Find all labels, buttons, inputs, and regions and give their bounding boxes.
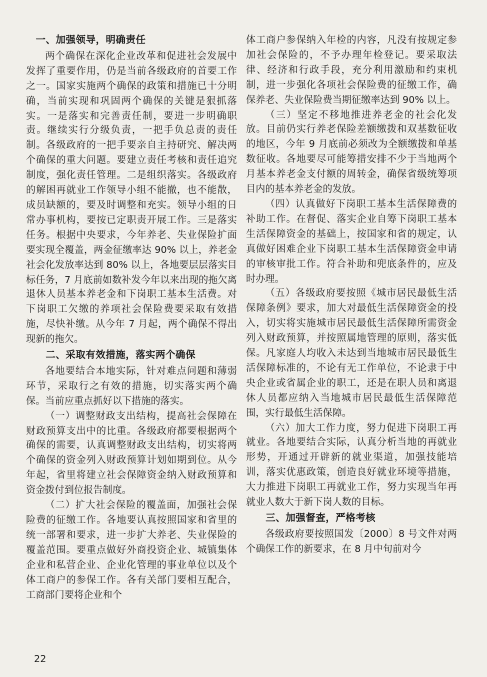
paragraph-measure-4: （四）认真做好下岗职工基本生活保障费的补助工作。在督促、落实企业自筹下岗职工基本生活保障资金的基础上，按国家和省的规定，认真做好困难企业下岗职工基本生活保障资金申请的审核审批工作。符合补助和兜底条件的，应及时办理。 bbox=[246, 198, 457, 285]
section-heading-3: 三、加强督查，严格考核 bbox=[265, 513, 376, 524]
page-number: 22 bbox=[34, 654, 47, 665]
paragraph-measure-5: （五）各级政府要按照《城市居民最低生活保障条例》要求，加大对最低生活保障资金的投入，切实将实施城市居民最低生活保障所需资金列入财政预算，并按照属地管理的原则，落实低保。凡家庭人均收入未达到当地城市居民最低生活保障标准的，不论有无工作单位，不论隶于中央企业或省属企业的职工，还是在职人员和离退休人员都应纳入当地城市居民最低生活保障范围，实行最低生活保障。 bbox=[246, 288, 457, 419]
paragraph-measure-6: （六）加大工作力度，努力促进下岗职工再就业。各地要结合实际，认真分析当地的再就业形势，开通过开辟新的就业渠道，加强技能培训，落实优惠政策，创造良好就业环境等措施，大力推进下岗职工再就业工作，努力实现当年再就业人数大于新下岗人数的目标。 bbox=[246, 422, 457, 509]
paragraph-measures-intro: 各地要结合本地实际，针对难点问题和薄弱环节，采取行之有效的措施，切实落实两个确保。当前应重点抓好以下措施的落实。 bbox=[26, 365, 237, 407]
paragraph-responsibility: 两个确保在深化企业改革和促进社会发展中发挥了重要作用，仍是当前各级政府的首要工作之一。国家实施两个确保的政策和措施已十分明确，当前实现和巩固两个确保的关键是狠抓落实。一是落实和完善责任制，要进一步明确职责。继续实行分级负责，一把手负总责的责任制。各级政府的一把手要亲自主持研究、解决两个确保的重大问题。要建立责任考核和责任追究制度，强化责任管理。二是组织落实。各级政府的解困再就业工作领导小组不能撤，也不能散，成员缺额的，要及时调整和充实。领导小组的日常办事机构，要按已定职责开展工作。三是落实任务。根据中央要求，今年养老、失业保险扩面要实现全覆盖，两金征缴率达 90% 以上，养老金社会化发放率达到 80% 以上，各地要层层落实目标任务，7 月底前如数补发今年以来出现的拖欠离退休人员基本养老金和下岗职工基本生活费。对下岗职工欠缴的养项社会保险费要采取有效措施，尽快补缴。从今年 7 月起，两个确保不得出现新的拖欠。 bbox=[26, 50, 237, 346]
paragraph-inspection: 各级政府要按照国发〔2000〕8 号文件对两个确保工作的新要求，在 8 月中旬前对今 bbox=[246, 528, 457, 555]
paragraph-measure-1: （一）调整财政支出结构，提高社会保障在财政预算支出中的比重。各级政府都要根据两个确保的需要，认真调整财政支出结构，切实将两个确保的资金列入财政预算计划如期到位。从今年起，省里将建立社会保障资金纳入财政预算和资金拨付到位报告制度。 bbox=[26, 410, 237, 497]
section-heading-2: 二、采取有效措施，落实两个确保 bbox=[45, 350, 196, 362]
right-column bbox=[246, 34, 457, 558]
paragraph-measure-2: （二）扩大社会保险的覆盖面，加强社会保险费的征缴工作。各地要认真按照国家和省里的统一部署和要求，进一步扩大养老、失业保险的覆盖范围。要重点做好外商投资企业、城镇集体企业和私营企业、企业化管理的事业单位以及个体工商户的参保工作。各有关部门要相互配合，工商部门要将企业和个 bbox=[26, 500, 237, 601]
paragraph-measure-3: （三）坚定不移地推进养老金的社会化发放。目前仍实行养老保险差额缴拨和双基数征收的地区，今年 9 月底前必须改为全额缴拨和单基数征收。各地要尽可能筹措安排不少于当地两个月基本养老金支付额的周转金，确保省级统筹项目内的基本养老金的发放。 bbox=[246, 109, 457, 196]
paragraph-measure-2-cont: 体工商户参保纳入年检的内容，凡没有按规定参加社会保险的，不予办理年检登记。要采取法律、经济和行政手段，充分利用激励和约束机制，进一步强化各项社会保险费的征缴工作，确保养老、失业保险费当期征缴率达到 90% 以上。 bbox=[246, 35, 457, 106]
section-heading-1: 一、加强领导，明确责任 bbox=[35, 35, 146, 46]
left-column bbox=[26, 34, 237, 603]
